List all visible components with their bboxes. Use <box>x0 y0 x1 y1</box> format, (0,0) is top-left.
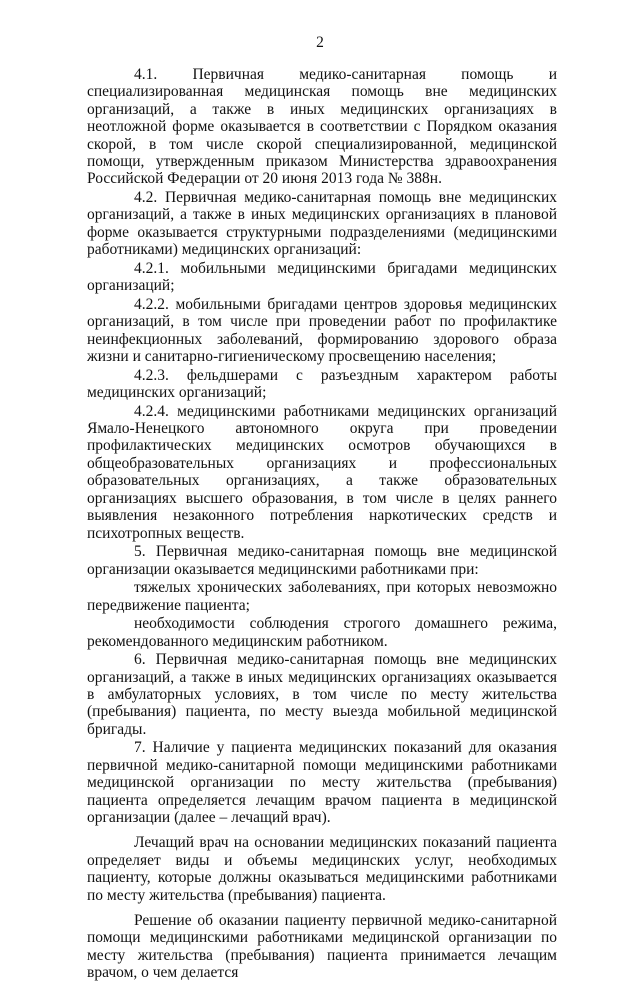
paragraph-5-case-home-regime: необходимости соблюдения строгого домашнего режима, рекомендованного медицинским работником. <box>87 615 557 650</box>
paragraph-4-2-4: 4.2.4. медицинскими работниками медицинских организаций Ямало-Ненецкого автономного округа при проведении профилактических медицинских осмотров обучающихся в общеобразовательных организациях и профессиональных образовательных организациях, а также образовательных организациях высшего образования, в том числе в целях раннего выявления незаконного потребления наркотических средств и психотропных веществ. <box>87 402 557 542</box>
paragraph-4-2-3: 4.2.3. фельдшерами с разъездным характером работы медицинских организаций; <box>87 366 557 402</box>
paragraph-5-case-chronic: тяжелых хронических заболеваниях, при которых невозможно передвижение пациента; <box>87 579 557 614</box>
paragraph-5: 5. Первичная медико-санитарная помощь вне медицинской организации оказывается медицинскими работниками при: <box>87 543 557 578</box>
paragraph-4-2-1: 4.2.1. мобильными медицинскими бригадами медицинских организаций; <box>87 259 557 295</box>
document-body <box>87 66 557 982</box>
paragraph-4-1: 4.1. Первичная медико-санитарная помощь и специализированная медицинская помощь вне медицинских организаций, а также в иных медицинских организациях в неотложной форме оказывается в соответствии с Порядком оказания скорой, в том числе скорой специализированной, медицинской помощи, утвержденным приказом Министерства здравоохранения Российской Федерации от 20 июня 2013 года № 388н. <box>87 66 557 188</box>
paragraph-6: 6. Первичная медико-санитарная помощь вне медицинских организаций, а также в иных медицинских организациях оказывается в амбулаторных условиях, в том числе по месту жительства (пребывания) пациента, по месту выезда мобильной медицинской бригады. <box>87 651 557 738</box>
paragraph-attending-doctor: Лечащий врач на основании медицинских показаний пациента определяет виды и объемы медицинских услуг, необходимых пациенту, которые должны оказываться медицинскими работниками по месту жительства (пребывания) пациента. <box>87 834 557 904</box>
paragraph-7: 7. Наличие у пациента медицинских показаний для оказания первичной медико-санитарной помощи медицинскими работниками медицинской организации по месту жительства (пребывания) пациента определяется лечащим врачом пациента в медицинской организации (далее – лечащий врач). <box>87 739 557 826</box>
paragraph-decision: Решение об оказании пациенту первичной медико-санитарной помощи медицинскими работниками медицинской организации по месту жительства (пребывания) пациента принимается лечащим врачом, о чем делается <box>87 911 557 982</box>
paragraph-4-2-2: 4.2.2. мобильными бригадами центров здоровья медицинских организаций, в том числе при проведении работ по профилактике неинфекционных заболеваний, формированию здорового образа жизни и санитарно-гигиеническому просвещению населения; <box>87 295 557 366</box>
paragraph-4-2: 4.2. Первичная медико-санитарная помощь вне медицинских организаций, а также в иных медицинских организациях в плановой форме оказывается структурными подразделениями (медицинскими работниками) медицинских организаций: <box>87 189 557 259</box>
page-number: 2 <box>316 34 324 51</box>
